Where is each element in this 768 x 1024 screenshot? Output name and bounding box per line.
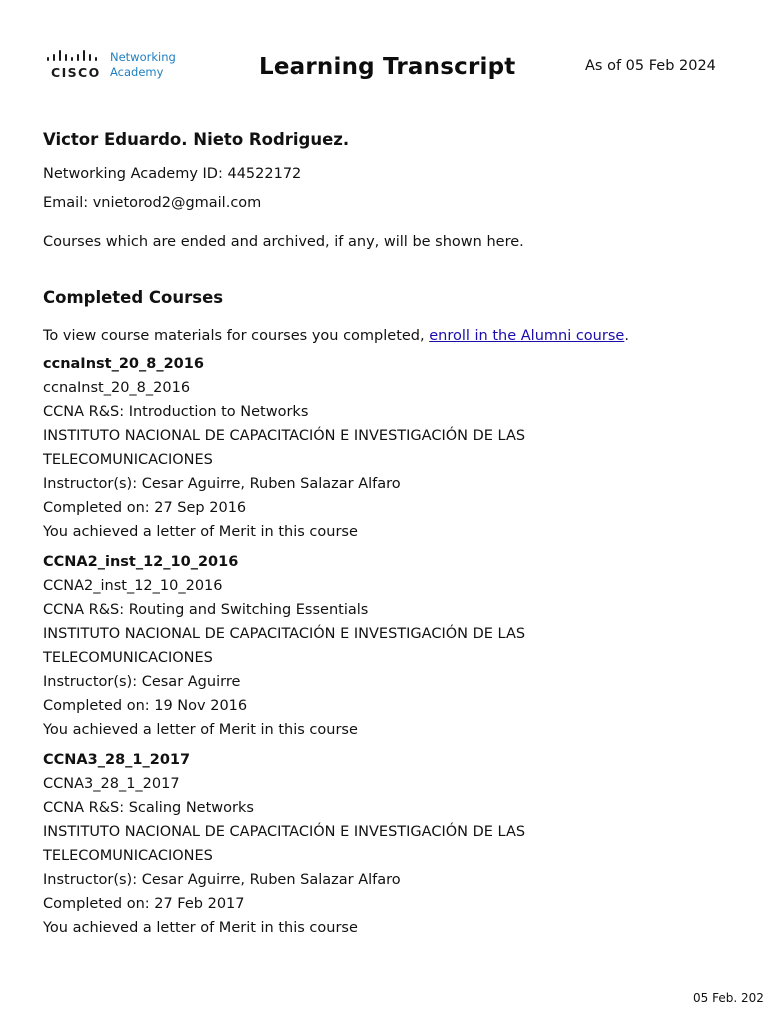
course-institution-line1: INSTITUTO NACIONAL DE CAPACITACIÓN E INVESTIGACIÓN DE LAS [43, 824, 526, 840]
course-completed-on: Completed on: 27 Feb 2017 [43, 896, 245, 912]
student-email: Email: vnietorod2@gmail.com [43, 195, 262, 211]
cisco-wordmark: CISCO [51, 65, 101, 80]
course-section: CCNA2_inst_12_10_2016 [43, 578, 223, 594]
footer-date: 05 Feb. 202 [693, 991, 764, 1005]
as-of-date: As of 05 Feb 2024 [585, 58, 716, 74]
course-achievement: You achieved a letter of Merit in this course [43, 524, 358, 540]
student-name: Victor Eduardo. Nieto Rodriguez. [43, 130, 350, 149]
course-code: CCNA2_inst_12_10_2016 [43, 554, 239, 570]
logo-line-academy: Academy [110, 65, 164, 79]
cisco-networking-academy-logo [46, 49, 186, 83]
academy-id: Networking Academy ID: 44522172 [43, 166, 302, 182]
course-section: CCNA3_28_1_2017 [43, 776, 180, 792]
course-institution-line1: INSTITUTO NACIONAL DE CAPACITACIÓN E INVESTIGACIÓN DE LAS [43, 626, 526, 642]
course-name: CCNA R&S: Introduction to Networks [43, 404, 309, 420]
course-code: CCNA3_28_1_2017 [43, 752, 191, 768]
course-name: CCNA R&S: Scaling Networks [43, 800, 254, 816]
networking-academy-wordmark [110, 50, 176, 80]
course-instructors: Instructor(s): Cesar Aguirre, Ruben Salazar Alfaro [43, 476, 401, 492]
course-completed-on: Completed on: 19 Nov 2016 [43, 698, 248, 714]
course-instructors: Instructor(s): Cesar Aguirre, Ruben Salazar Alfaro [43, 872, 401, 888]
course-achievement: You achieved a letter of Merit in this course [43, 920, 358, 936]
alumni-course-note [43, 326, 733, 346]
course-name: CCNA R&S: Routing and Switching Essentials [43, 602, 369, 618]
course-institution-line2: TELECOMUNICACIONES [43, 650, 213, 666]
course-institution-line2: TELECOMUNICACIONES [43, 848, 213, 864]
alumni-note-suffix: . [624, 328, 629, 344]
page-title: Learning Transcript [259, 54, 516, 80]
course-institution-line2: TELECOMUNICACIONES [43, 452, 213, 468]
completed-courses-heading: Completed Courses [43, 288, 224, 307]
course-entry [43, 550, 733, 742]
enroll-alumni-course-link[interactable]: enroll in the Alumni course [429, 328, 625, 344]
course-entry [43, 748, 733, 940]
cisco-bars-icon [46, 49, 102, 65]
logo-line-networking: Networking [110, 50, 176, 64]
course-institution-line1: INSTITUTO NACIONAL DE CAPACITACIÓN E INVESTIGACIÓN DE LAS [43, 428, 526, 444]
course-code: ccnaInst_20_8_2016 [43, 356, 204, 372]
course-achievement: You achieved a letter of Merit in this course [43, 722, 358, 738]
transcript-header [0, 0, 768, 110]
course-section: ccnaInst_20_8_2016 [43, 380, 191, 396]
transcript-body [43, 128, 733, 940]
archived-courses-note: Courses which are ended and archived, if any, will be shown here. [43, 234, 524, 250]
course-completed-on: Completed on: 27 Sep 2016 [43, 500, 247, 516]
course-instructors: Instructor(s): Cesar Aguirre [43, 674, 241, 690]
course-entry [43, 352, 733, 544]
alumni-note-prefix: To view course materials for courses you completed, [43, 328, 430, 344]
